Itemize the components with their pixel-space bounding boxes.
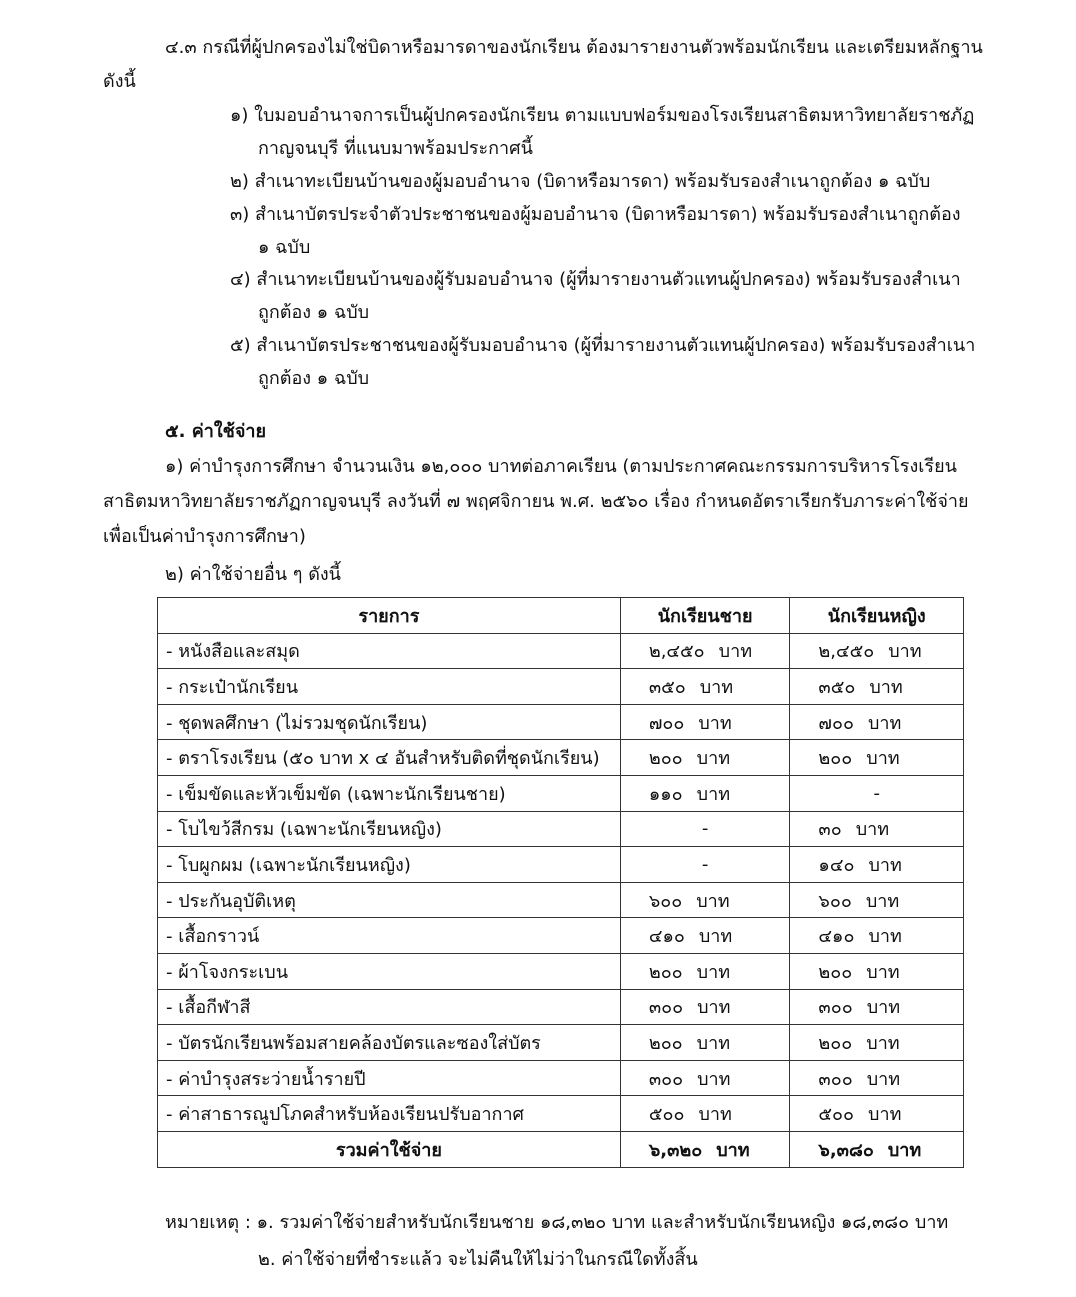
unit-label: บาท bbox=[887, 1139, 922, 1161]
unit-label: บาท bbox=[866, 997, 901, 1019]
note-1: หมายเหตุ : ๑. รวมค่าใช้จ่ายสำหรับนักเรียนชาย ๑๘,๓๒๐ บาท และสำหรับนักเรียนหญิง ๑๘,๓๘๐ บาท bbox=[165, 1212, 949, 1233]
unit-label: บาท bbox=[866, 748, 900, 770]
female-cost: - bbox=[790, 775, 964, 811]
male-cost bbox=[620, 918, 790, 954]
section-5-p1-line3: เพื่อเป็นค่าบำรุงการศึกษา) bbox=[103, 526, 306, 547]
male-cost bbox=[620, 740, 790, 776]
unit-label: บาท bbox=[866, 961, 900, 983]
section-4-3-line2: ดังนี้ bbox=[103, 71, 136, 92]
section-5-p1-line2: สาธิตมหาวิทยาลัยราชภัฏกาญจนบุรี ลงวันที่ ๗ พฤศจิกายน พ.ศ. ๒๕๖๐ เรื่อง กำหนดอัตราเรียกรับภาระค่าใช้จ่าย bbox=[103, 491, 969, 512]
table-row bbox=[158, 740, 964, 776]
item-label: - เสื้อกราวน์ bbox=[158, 918, 621, 954]
unit-label: บาท bbox=[866, 1068, 901, 1090]
amount: ๓๐๐ bbox=[818, 1068, 853, 1090]
amount: ๗๐๐ bbox=[648, 712, 685, 734]
male-cost bbox=[620, 882, 790, 918]
item-label: - บัตรนักเรียนพร้อมสายคล้องบัตรและซองใส่บัตร bbox=[158, 1025, 621, 1061]
amount: ๓๐๐ bbox=[818, 997, 853, 1019]
unit-label: บาท bbox=[698, 1104, 732, 1126]
amount: ๒๐๐ bbox=[648, 961, 683, 983]
amount: ๗๐๐ bbox=[818, 712, 854, 734]
table-row bbox=[158, 775, 964, 811]
table-total-row bbox=[158, 1131, 964, 1167]
unit-label: บาท bbox=[867, 712, 902, 734]
male-cost bbox=[620, 775, 790, 811]
female-cost bbox=[790, 989, 964, 1025]
amount: ๓๐๐ bbox=[648, 997, 684, 1019]
item-label: - เสื้อกีฬาสี bbox=[158, 989, 621, 1025]
unit-label: บาท bbox=[699, 676, 734, 698]
table-header-row bbox=[158, 598, 964, 634]
amount: ๓๐๐ bbox=[648, 1068, 684, 1090]
amount: ๓๕๐ bbox=[818, 676, 856, 698]
unit-label: บาท bbox=[869, 676, 903, 698]
amount: ๒,๔๕๐ bbox=[818, 641, 875, 663]
male-cost bbox=[620, 953, 790, 989]
amount: ๒๐๐ bbox=[648, 748, 683, 770]
male-cost bbox=[620, 704, 790, 740]
amount: ๔๑๐ bbox=[818, 926, 855, 948]
amount: ๑๑๐ bbox=[648, 783, 683, 805]
male-cost: - bbox=[620, 811, 790, 847]
item-4-cont: ถูกต้อง ๑ ฉบับ bbox=[258, 302, 370, 323]
male-cost bbox=[620, 1060, 790, 1096]
unit-label: บาท bbox=[866, 1032, 900, 1054]
amount: ๒๐๐ bbox=[648, 1032, 683, 1054]
item-4: ๔) สำเนาทะเบียนบ้านของผู้รับมอบอำนาจ (ผู้ที่มารายงานตัวแทนผู้ปกครอง) พร้อมรับรองสำเนา bbox=[230, 269, 961, 290]
amount: ๓๐ bbox=[818, 819, 842, 841]
item-label: รวมค่าใช้จ่าย bbox=[158, 1131, 621, 1167]
female-cost bbox=[790, 704, 964, 740]
item-label: - โบผูกผม (เฉพาะนักเรียนหญิง) bbox=[158, 847, 621, 883]
unit-label: บาท bbox=[696, 1032, 731, 1054]
section-4-3-line1: ๔.๓ กรณีที่ผู้ปกครองไม่ใช่บิดาหรือมารดาของนักเรียน ต้องมารายงานตัวพร้อมนักเรียน และเตรียมหลักฐาน bbox=[165, 37, 983, 58]
header-male: นักเรียนชาย bbox=[620, 598, 790, 634]
male-cost bbox=[620, 633, 790, 669]
item-5: ๕) สำเนาบัตรประชาชนของผู้รับมอบอำนาจ (ผู้ที่มารายงานตัวแทนผู้ปกครอง) พร้อมรับรองสำเนา bbox=[230, 335, 976, 356]
female-cost bbox=[790, 847, 964, 883]
unit-label: บาท bbox=[698, 926, 733, 948]
table-row bbox=[158, 953, 964, 989]
amount: ๖,๓๒๐ bbox=[648, 1139, 703, 1161]
note-2: ๒. ค่าใช้จ่ายที่ชำระแล้ว จะไม่คืนให้ไม่ว่าในกรณีใดทั้งสิ้น bbox=[258, 1249, 698, 1270]
female-cost bbox=[790, 633, 964, 669]
male-cost bbox=[620, 1096, 790, 1132]
amount: ๔๑๐ bbox=[648, 926, 685, 948]
amount: ๖,๓๘๐ bbox=[818, 1139, 874, 1161]
male-cost bbox=[620, 1131, 790, 1167]
section-5-p1-line1: ๑) ค่าบำรุงการศึกษา จำนวนเงิน ๑๒,๐๐๐ บาทต่อภาคเรียน (ตามประกาศคณะกรรมการบริหารโรงเรียน bbox=[165, 456, 957, 477]
unit-label: บาท bbox=[868, 1104, 902, 1126]
unit-label: บาท bbox=[697, 1068, 731, 1090]
unit-label: บาท bbox=[698, 712, 732, 734]
amount: ๖๐๐ bbox=[818, 890, 852, 912]
item-1: ๑) ใบมอบอำนาจการเป็นผู้ปกครองนักเรียน ตามแบบฟอร์มของโรงเรียนสาธิตมหาวิทยาลัยราชภัฏ bbox=[230, 105, 975, 126]
amount: ๓๕๐ bbox=[648, 676, 686, 698]
unit-label: บาท bbox=[718, 641, 753, 663]
male-cost bbox=[620, 669, 790, 705]
unit-label: บาท bbox=[696, 961, 731, 983]
unit-label: บาท bbox=[696, 748, 731, 770]
unit-label: บาท bbox=[855, 819, 890, 841]
unit-label: บาท bbox=[716, 1139, 750, 1161]
unit-label: บาท bbox=[865, 890, 900, 912]
table-row bbox=[158, 989, 964, 1025]
item-label: - กระเป๋านักเรียน bbox=[158, 669, 621, 705]
amount: ๒๐๐ bbox=[818, 748, 853, 770]
table-row bbox=[158, 847, 964, 883]
section-5-p2: ๒) ค่าใช้จ่ายอื่น ๆ ดังนี้ bbox=[165, 564, 341, 585]
item-label: - โบไขว้สีกรม (เฉพาะนักเรียนหญิง) bbox=[158, 811, 621, 847]
amount: ๑๔๐ bbox=[818, 854, 855, 876]
item-3-cont: ๑ ฉบับ bbox=[258, 237, 311, 258]
unit-label: บาท bbox=[868, 926, 902, 948]
female-cost bbox=[790, 1131, 964, 1167]
amount: ๕๐๐ bbox=[648, 1104, 685, 1126]
female-cost bbox=[790, 1060, 964, 1096]
table-row bbox=[158, 669, 964, 705]
item-label: - ชุดพลศึกษา (ไม่รวมชุดนักเรียน) bbox=[158, 704, 621, 740]
table-row bbox=[158, 1025, 964, 1061]
unit-label: บาท bbox=[696, 783, 731, 805]
item-3: ๓) สำเนาบัตรประจำตัวประชาชนของผู้มอบอำนาจ (บิดาหรือมารดา) พร้อมรับรองสำเนาถูกต้อง bbox=[230, 204, 961, 225]
female-cost bbox=[790, 669, 964, 705]
female-cost bbox=[790, 1096, 964, 1132]
table-row bbox=[158, 1060, 964, 1096]
item-label: - หนังสือและสมุด bbox=[158, 633, 621, 669]
male-cost: - bbox=[620, 847, 790, 883]
unit-label: บาท bbox=[697, 997, 731, 1019]
amount: ๒๐๐ bbox=[818, 961, 853, 983]
female-cost bbox=[790, 811, 964, 847]
unit-label: บาท bbox=[868, 854, 902, 876]
unit-label: บาท bbox=[696, 890, 730, 912]
section-5-heading: ๕. ค่าใช้จ่าย bbox=[165, 421, 267, 442]
amount: ๒๐๐ bbox=[818, 1032, 853, 1054]
female-cost bbox=[790, 882, 964, 918]
item-label: - ผ้าโจงกระเบน bbox=[158, 953, 621, 989]
amount: ๒,๔๕๐ bbox=[648, 641, 705, 663]
amount: ๖๐๐ bbox=[648, 890, 683, 912]
header-item: รายการ bbox=[158, 598, 621, 634]
male-cost bbox=[620, 1025, 790, 1061]
male-cost bbox=[620, 989, 790, 1025]
table-row bbox=[158, 1096, 964, 1132]
item-label: - ค่าบำรุงสระว่ายน้ำรายปี bbox=[158, 1060, 621, 1096]
table-row bbox=[158, 918, 964, 954]
item-label: - ค่าสาธารณูปโภคสำหรับห้องเรียนปรับอากาศ bbox=[158, 1096, 621, 1132]
item-label: - ตราโรงเรียน (๕๐ บาท x ๔ อันสำหรับติดที่ชุดนักเรียน) bbox=[158, 740, 621, 776]
table-row bbox=[158, 633, 964, 669]
item-2: ๒) สำเนาทะเบียนบ้านของผู้มอบอำนาจ (บิดาหรือมารดา) พร้อมรับรองสำเนาถูกต้อง ๑ ฉบับ bbox=[230, 171, 931, 192]
item-1-cont: กาญจนบุรี ที่แนบมาพร้อมประกาศนี้ bbox=[258, 138, 533, 159]
table-row bbox=[158, 704, 964, 740]
female-cost bbox=[790, 1025, 964, 1061]
table-row bbox=[158, 811, 964, 847]
female-cost bbox=[790, 740, 964, 776]
expense-table bbox=[157, 597, 964, 1168]
unit-label: บาท bbox=[888, 641, 922, 663]
amount: ๕๐๐ bbox=[818, 1104, 855, 1126]
header-female: นักเรียนหญิง bbox=[790, 598, 964, 634]
female-cost bbox=[790, 953, 964, 989]
table-row bbox=[158, 882, 964, 918]
item-5-cont: ถูกต้อง ๑ ฉบับ bbox=[258, 368, 370, 389]
female-cost bbox=[790, 918, 964, 954]
item-label: - ประกันอุบัติเหตุ bbox=[158, 882, 621, 918]
item-label: - เข็มขัดและหัวเข็มขัด (เฉพาะนักเรียนชาย) bbox=[158, 775, 621, 811]
